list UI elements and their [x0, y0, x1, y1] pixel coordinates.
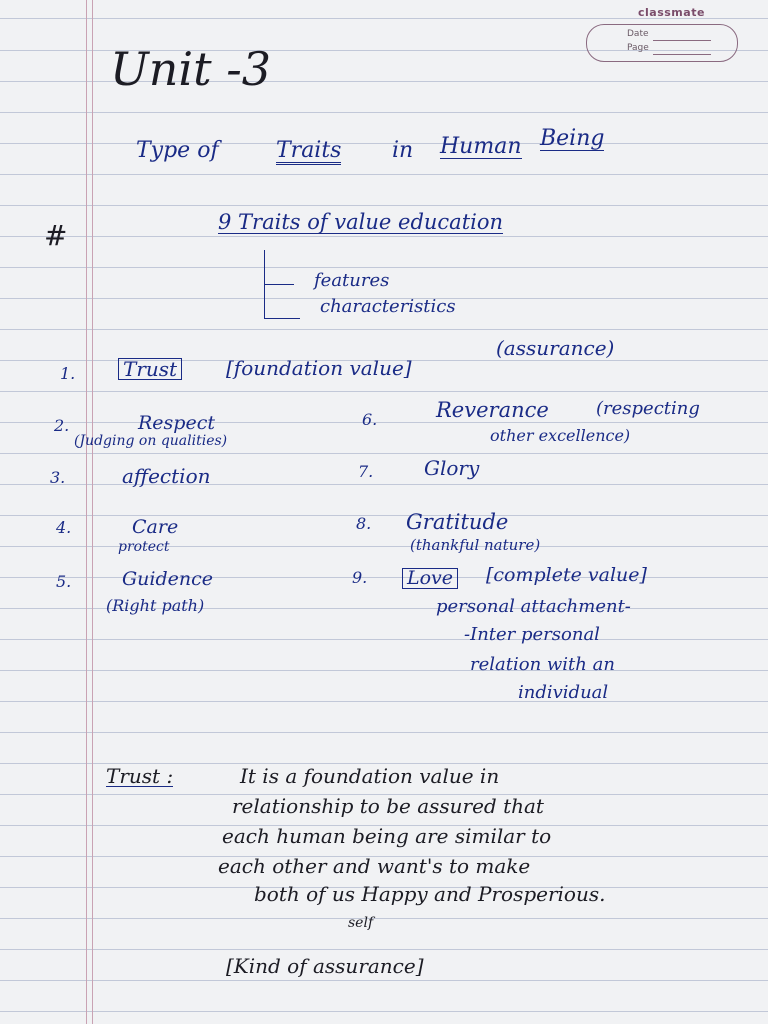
- subtitle-in: in: [392, 138, 414, 163]
- definition-line-4: each other and want's to make: [218, 854, 531, 878]
- trait-reverance-note-2: other excellence): [490, 426, 631, 445]
- trait-care: Care: [132, 516, 179, 538]
- item-number-4: 4.: [56, 518, 72, 537]
- hash-mark: #: [44, 219, 68, 252]
- subtitle-human: Human: [440, 134, 522, 159]
- item-number-8: 8.: [356, 514, 372, 533]
- trait-affection: affection: [122, 464, 211, 488]
- definition-line-1: It is a foundation value in: [240, 764, 500, 788]
- trait-trust-note-2: (assurance): [496, 336, 615, 360]
- margin-line-left: [86, 0, 87, 1024]
- trait-respect: Respect: [138, 412, 215, 434]
- date-label: Date: [627, 29, 649, 39]
- trait-love-line-4: individual: [518, 682, 609, 703]
- trait-care-note: protect: [118, 539, 170, 555]
- trait-love-line-3: relation with an: [470, 654, 615, 675]
- branch-features: features: [314, 270, 390, 291]
- definition-line-3: each human being are similar to: [222, 824, 552, 848]
- trait-love-note: [complete value]: [486, 564, 647, 586]
- branch-arrow-1: [264, 284, 294, 285]
- item-number-1: 1.: [60, 364, 76, 383]
- trait-trust-note: [foundation value]: [226, 356, 412, 380]
- brand-header: [586, 6, 736, 68]
- subtitle-type-of: Type of: [136, 138, 219, 163]
- definition-line-5-sub: self: [348, 915, 374, 931]
- trait-trust: Trust: [118, 358, 182, 380]
- trait-love: Love: [402, 568, 458, 589]
- trait-guidance-note: (Right path): [106, 596, 205, 615]
- section-heading: 9 Traits of value education: [218, 210, 504, 234]
- item-number-5: 5.: [56, 572, 72, 591]
- item-number-6: 6.: [362, 410, 378, 429]
- subtitle-being: Being: [540, 126, 605, 151]
- trait-reverance-note: (respecting: [596, 398, 700, 419]
- definition-line-6: [Kind of assurance]: [226, 954, 424, 978]
- trait-love-line-2: -Inter personal: [464, 624, 600, 645]
- trait-gratitude-note: (thankful nature): [410, 536, 541, 554]
- item-number-7: 7.: [358, 462, 374, 481]
- definition-line-2: relationship to be assured that: [232, 794, 544, 818]
- page-fill-line: [653, 54, 711, 55]
- branch-arrow-2: [264, 318, 300, 319]
- item-number-3: 3.: [50, 468, 66, 487]
- trait-glory: Glory: [424, 456, 480, 480]
- definition-line-5: both of us Happy and Prosperious.: [254, 882, 606, 906]
- trait-love-line-1: personal attachment-: [436, 596, 631, 617]
- item-number-2: 2.: [54, 416, 70, 435]
- item-number-9: 9.: [352, 568, 368, 587]
- date-page-badge: [586, 24, 738, 62]
- definition-label: Trust :: [106, 764, 174, 788]
- subtitle-traits: Traits: [276, 138, 342, 163]
- margin-line-right: [92, 0, 93, 1024]
- trait-guidance: Guidence: [122, 568, 214, 590]
- trait-reverance: Reverance: [436, 398, 549, 422]
- brand-name: classmate: [638, 6, 705, 19]
- branch-characteristics: characteristics: [320, 296, 456, 317]
- trait-gratitude: Gratitude: [406, 510, 509, 534]
- date-fill-line: [653, 40, 711, 41]
- page-title: Unit -3: [110, 42, 272, 96]
- trait-respect-note: (Judging on qualities): [74, 433, 228, 449]
- page-label: Page: [627, 43, 649, 53]
